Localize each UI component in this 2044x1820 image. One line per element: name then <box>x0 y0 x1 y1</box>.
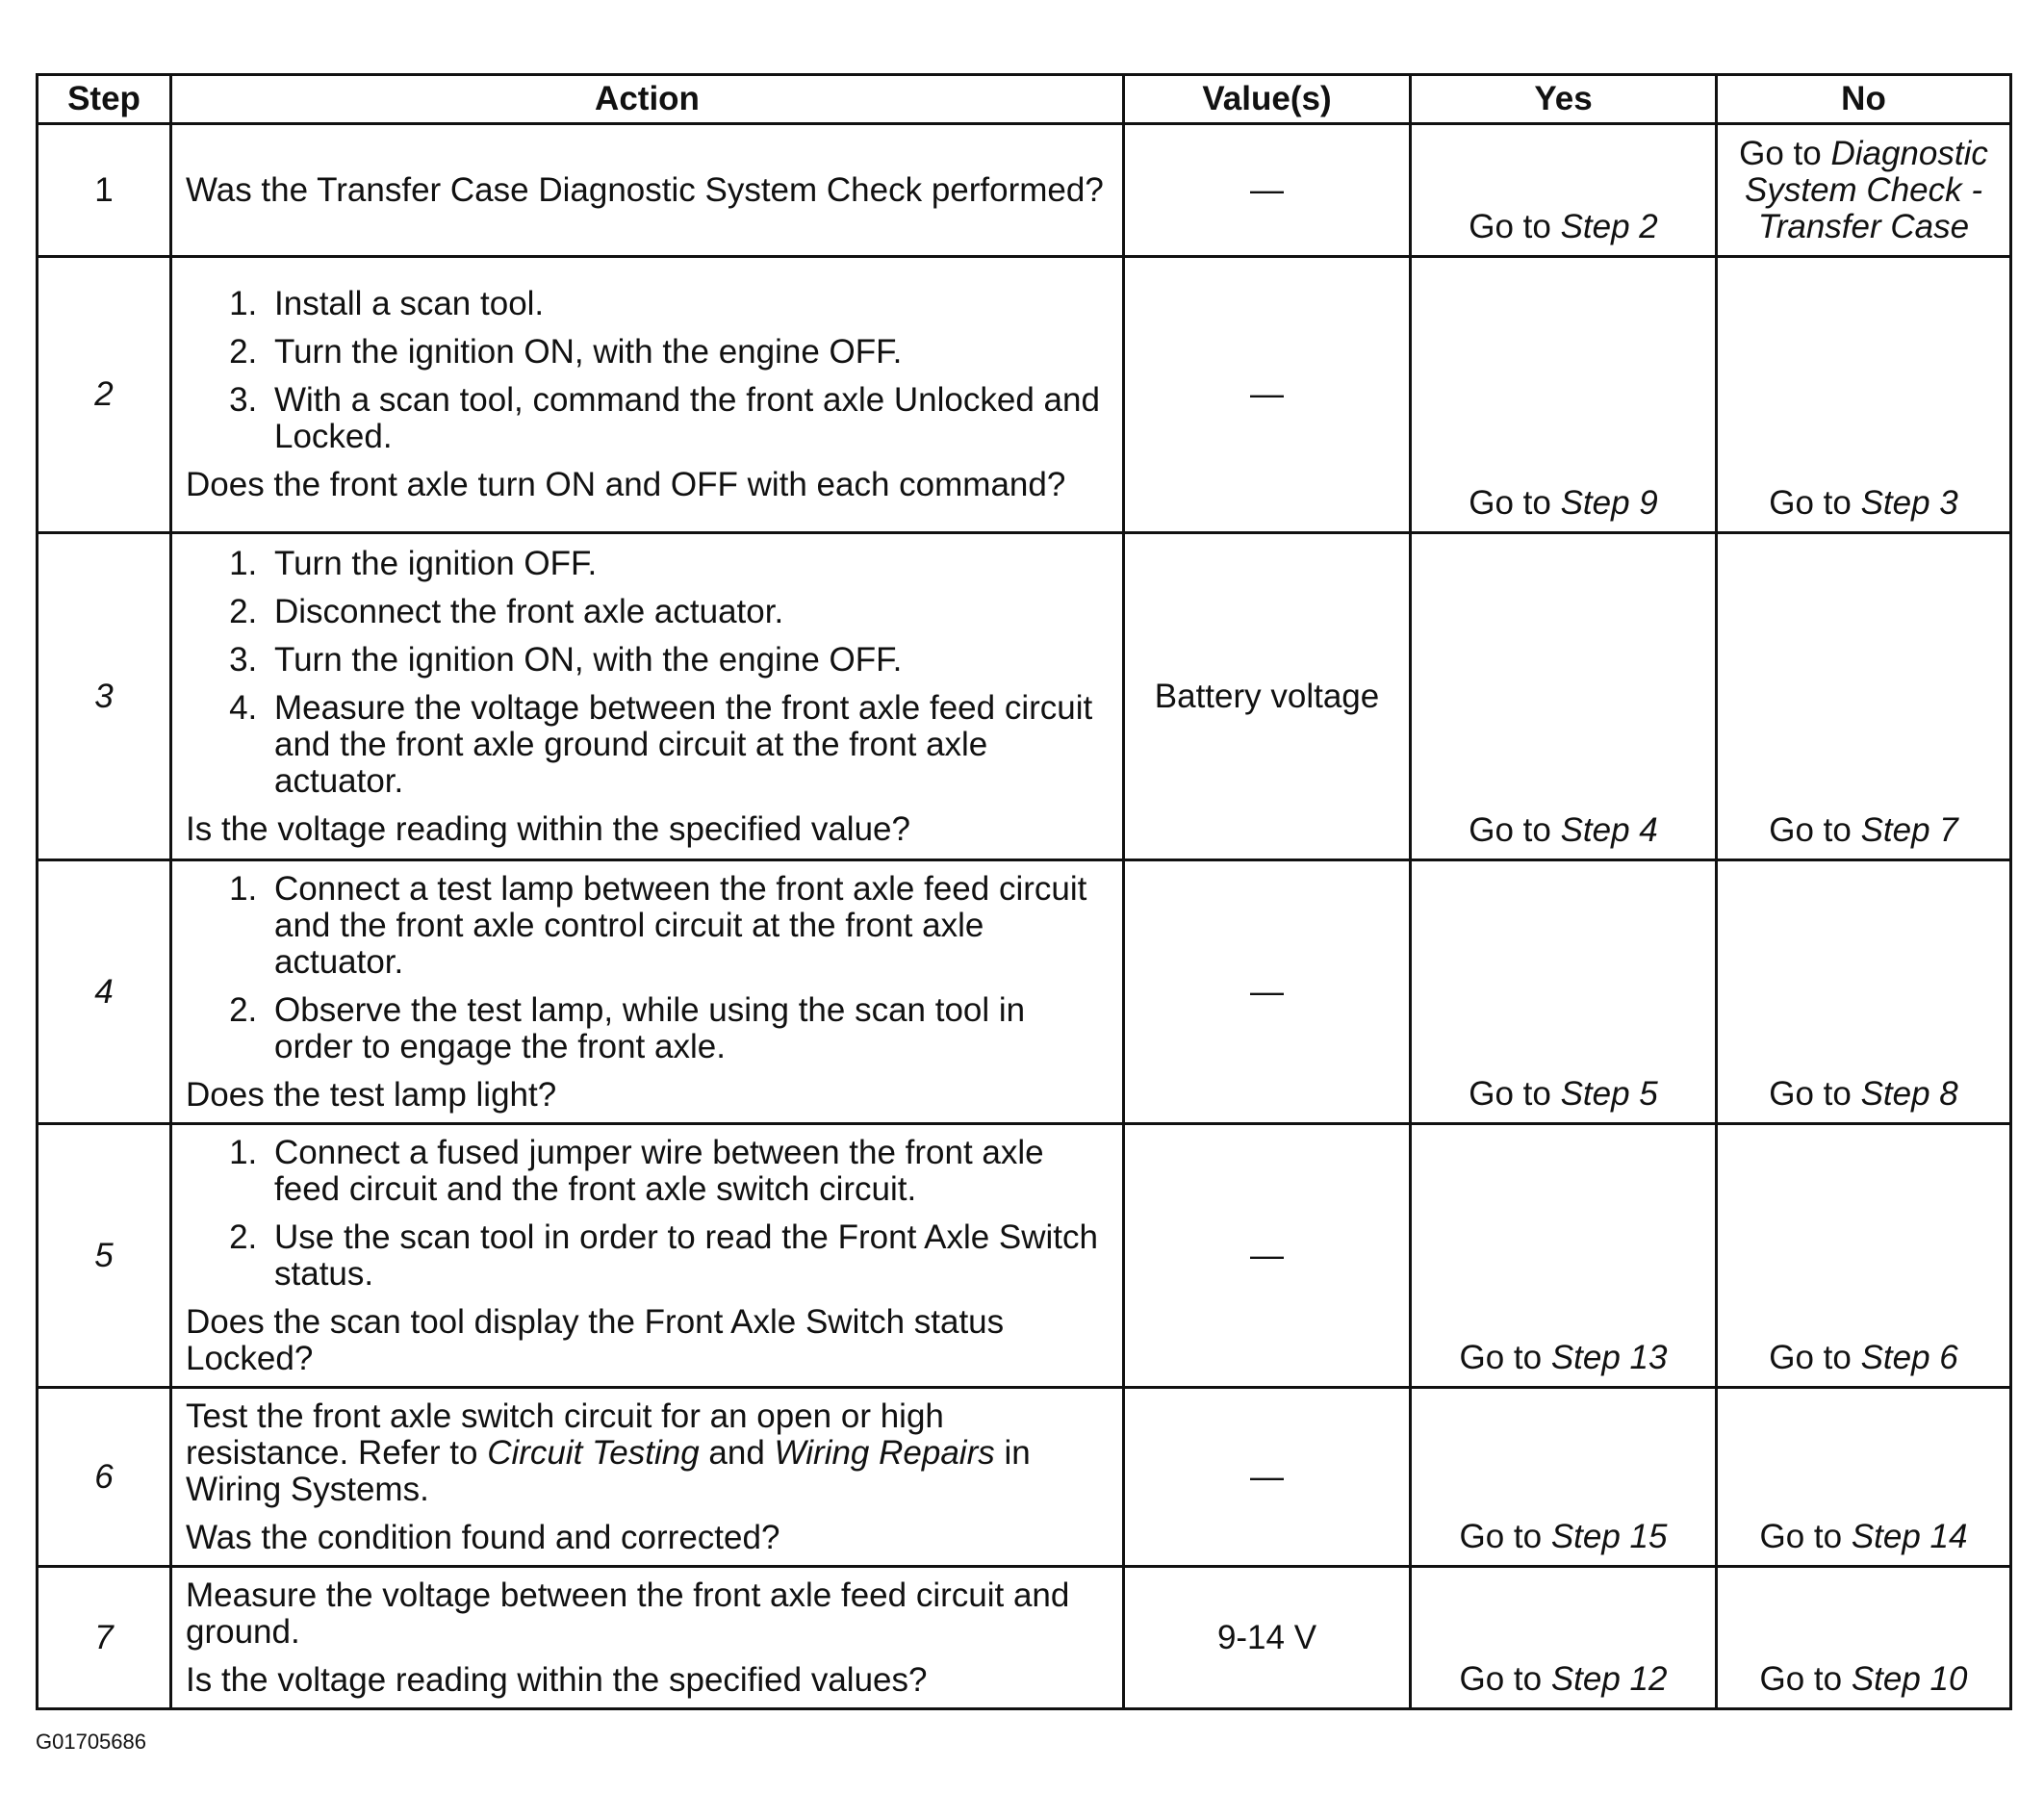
no-step-link[interactable]: Diagnostic System Check - Transfer Case <box>1745 134 1988 245</box>
step-number: 4 <box>38 860 171 1124</box>
action-question: Was the condition found and corrected? <box>186 1518 780 1556</box>
header-values: Value(s) <box>1124 75 1411 124</box>
no-cell <box>1717 1388 2011 1567</box>
no-step-link[interactable]: Step 3 <box>1860 484 1958 522</box>
header-yes: Yes <box>1411 75 1717 124</box>
yes-cell <box>1411 124 1717 257</box>
yes-prefix: Go to <box>1459 1339 1551 1376</box>
procedure-item: 1. Connect a fused jumper wire between the front axle feed circuit and the front axle switch circuit. <box>267 1135 1109 1208</box>
yes-prefix: Go to <box>1459 1660 1551 1698</box>
no-prefix: Go to <box>1759 1660 1852 1698</box>
yes-step-link[interactable]: Step 12 <box>1550 1660 1668 1698</box>
wiring-repairs-ref[interactable]: Wiring Repairs <box>774 1433 995 1472</box>
value-cell: Battery voltage <box>1124 533 1411 860</box>
yes-cell <box>1411 533 1717 860</box>
yes-prefix: Go to <box>1469 484 1561 522</box>
procedure-item: 2. Use the scan tool in order to read the Front Axle Switch status. <box>267 1219 1109 1293</box>
procedure-list <box>186 1135 1109 1293</box>
yes-step-link[interactable]: Step 13 <box>1550 1339 1668 1376</box>
no-prefix: Go to <box>1759 1518 1852 1555</box>
value-cell: — <box>1124 257 1411 533</box>
yes-step-link[interactable]: Step 9 <box>1560 484 1658 522</box>
yes-step-link[interactable]: Step 5 <box>1560 1075 1658 1113</box>
step-number: 5 <box>38 1124 171 1388</box>
no-cell <box>1717 1567 2011 1709</box>
yes-cell <box>1411 860 1717 1124</box>
table-row <box>38 1388 2011 1567</box>
yes-step-link[interactable]: Step 2 <box>1560 208 1658 245</box>
action-cell <box>171 1567 1124 1709</box>
yes-step-link[interactable]: Step 4 <box>1560 811 1658 849</box>
figure-id-label: G01705686 <box>36 1730 146 1754</box>
value-cell: — <box>1124 860 1411 1124</box>
yes-cell <box>1411 1124 1717 1388</box>
header-step: Step <box>38 75 171 124</box>
header-action: Action <box>171 75 1124 124</box>
no-prefix: Go to <box>1739 134 1831 172</box>
no-cell <box>1717 1124 2011 1388</box>
no-prefix: Go to <box>1769 1339 1861 1376</box>
no-step-link[interactable]: Step 7 <box>1860 811 1958 849</box>
no-cell <box>1717 860 2011 1124</box>
procedure-item: 2. Observe the test lamp, while using the scan tool in order to engage the front axle. <box>267 992 1109 1065</box>
action-question: Is the voltage reading within the specified value? <box>186 809 910 848</box>
action-cell <box>171 1124 1124 1388</box>
action-text: Measure the voltage between the front axle feed circuit and ground. <box>186 1576 1070 1651</box>
procedure-item: 2. Turn the ignition ON, with the engine OFF. <box>267 334 1109 371</box>
procedure-list <box>186 546 1109 800</box>
table-row <box>38 124 2011 257</box>
action-cell <box>171 124 1124 257</box>
procedure-item: 3. Turn the ignition ON, with the engine OFF. <box>267 642 1109 679</box>
yes-prefix: Go to <box>1469 208 1561 245</box>
table-row <box>38 1124 2011 1388</box>
yes-prefix: Go to <box>1459 1518 1551 1555</box>
yes-prefix: Go to <box>1469 811 1561 849</box>
no-prefix: Go to <box>1769 1075 1861 1113</box>
action-text-part: and <box>699 1433 775 1472</box>
value-cell: — <box>1124 124 1411 257</box>
action-question: Does the front axle turn ON and OFF with each command? <box>186 466 1066 503</box>
step-number: 7 <box>38 1567 171 1709</box>
table-row <box>38 1567 2011 1709</box>
no-step-link[interactable]: Step 6 <box>1860 1339 1958 1376</box>
no-step-link[interactable]: Step 8 <box>1860 1075 1958 1113</box>
diagnostic-table <box>36 73 2012 1710</box>
no-prefix: Go to <box>1769 811 1861 849</box>
no-prefix: Go to <box>1769 484 1861 522</box>
value-cell: 9-14 V <box>1124 1567 1411 1709</box>
procedure-item: 1. Connect a test lamp between the front axle feed circuit and the front axle control circuit at the front axle actuator. <box>267 871 1109 981</box>
yes-cell <box>1411 1567 1717 1709</box>
action-text: Was the Transfer Case Diagnostic System Check performed? <box>186 170 1104 209</box>
table-row <box>38 257 2011 533</box>
action-cell <box>171 533 1124 860</box>
yes-cell <box>1411 1388 1717 1567</box>
action-text-part: in Wiring Systems. <box>186 1433 1031 1508</box>
header-row <box>38 75 2011 124</box>
action-cell <box>171 257 1124 533</box>
yes-cell <box>1411 257 1717 533</box>
procedure-item: 1. Install a scan tool. <box>267 286 1109 322</box>
procedure-item: 3. With a scan tool, command the front axle Unlocked and Locked. <box>267 382 1109 455</box>
action-cell <box>171 1388 1124 1567</box>
step-number: 6 <box>38 1388 171 1567</box>
action-cell <box>171 860 1124 1124</box>
no-cell <box>1717 533 2011 860</box>
procedure-list <box>186 286 1109 455</box>
table-row <box>38 860 2011 1124</box>
no-step-link[interactable]: Step 10 <box>1851 1660 1968 1698</box>
step-number: 3 <box>38 533 171 860</box>
yes-prefix: Go to <box>1469 1075 1561 1113</box>
action-question: Does the test lamp light? <box>186 1075 557 1114</box>
procedure-item: 1. Turn the ignition OFF. <box>267 546 1109 582</box>
value-cell: — <box>1124 1388 1411 1567</box>
procedure-item: 2. Disconnect the front axle actuator. <box>267 594 1109 630</box>
action-text-part: Test the front axle switch circuit for an open or high resistance. Refer to <box>186 1397 944 1472</box>
circuit-testing-ref[interactable]: Circuit Testing <box>487 1433 700 1472</box>
no-cell <box>1717 257 2011 533</box>
action-question: Does the scan tool display the Front Axle Switch status Locked? <box>186 1302 1005 1377</box>
procedure-list <box>186 871 1109 1065</box>
header-no: No <box>1717 75 2011 124</box>
action-question: Is the voltage reading within the specified values? <box>186 1660 928 1699</box>
no-cell <box>1717 124 2011 257</box>
step-number: 2 <box>38 257 171 533</box>
procedure-item: 4. Measure the voltage between the front axle feed circuit and the front axle ground circuit at the front axle actuator. <box>267 690 1109 800</box>
step-number: 1 <box>38 124 171 257</box>
action-text <box>186 1398 1109 1508</box>
table-row <box>38 533 2011 860</box>
yes-step-link[interactable]: Step 15 <box>1550 1518 1668 1555</box>
value-cell: — <box>1124 1124 1411 1388</box>
no-step-link[interactable]: Step 14 <box>1851 1518 1968 1555</box>
